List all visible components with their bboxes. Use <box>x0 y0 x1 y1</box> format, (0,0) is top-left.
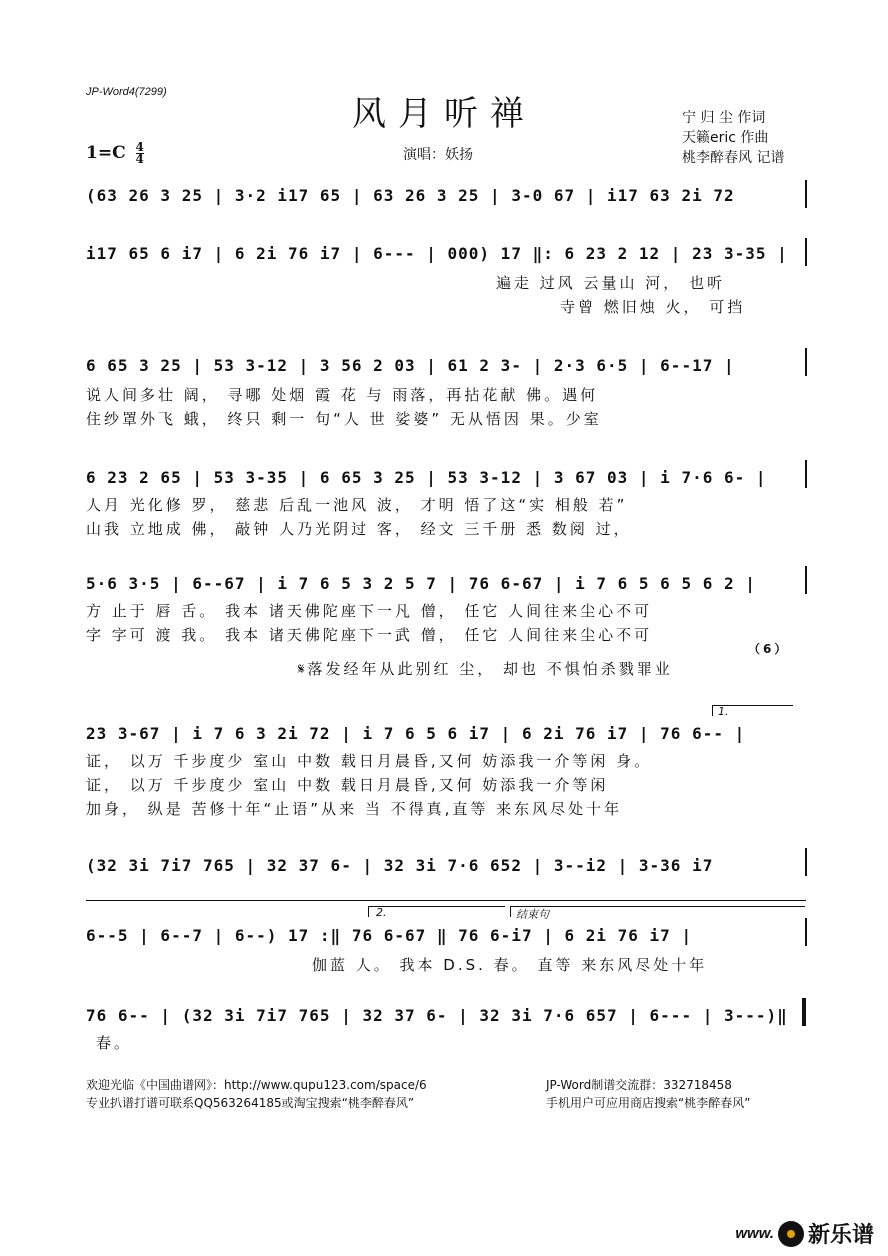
lyric-line: 加身， 纵是 苦修十年“止语”从来 当 不得真,直等 来东风尽处十年 <box>86 800 623 818</box>
staff-end-barline <box>805 180 807 208</box>
song-title: 风月听禅 <box>352 94 536 134</box>
lyric-line: 证， 以万 千步度少 室山 中数 载日月晨昏,又何 妨添我一介等闲 <box>86 776 609 794</box>
ending-label: 2. <box>376 906 387 919</box>
ending-bracket <box>368 906 505 917</box>
lyric-line: 字 字可 渡 我。 我本 诸天佛陀座下一武 僧， 任它 人间往来尘心不可 <box>86 626 653 644</box>
watermark-name: 新乐谱 <box>807 1223 874 1248</box>
time-signature <box>136 142 144 165</box>
lyric-line-segno: 𝄋落发经年从此别红 尘， 却也 不惧怕杀戮罪业 <box>298 660 673 678</box>
lyric-line: 说人间多壮 阔， 寻哪 处烟 霞 花 与 雨落，再拈花献 佛。遇何 <box>86 386 599 404</box>
final-barline <box>802 998 806 1026</box>
footer-left-1: 欢迎光临《中国曲谱网》：http://www.qupu123.com/space/6 <box>86 1078 427 1092</box>
key-label: 1=C <box>86 143 126 163</box>
singer: 演唱：妖扬 <box>403 147 473 163</box>
lyric-line: 住纱罩外飞 蛾， 终只 剩一 句“人 世 娑婆” 无从悟因 果。少室 <box>86 410 602 428</box>
footer-right-2: 手机用户可应用商店搜索“桃李醉春风” <box>546 1096 751 1110</box>
notation-line: 5·6 3·5 | 6--67 | i 7 6 5 3 2 5 7 | 76 6-67 | i 7 6 5 6 5 6 2 | <box>86 574 756 593</box>
notation-line: 6 65 3 25 | 53 3-12 | 3 56 2 03 | 61 2 3- | 2·3 6·5 | 6--17 | <box>86 356 735 375</box>
notation-line: (32 3i 7i7 765 | 32 37 6- | 32 3i 7·6 652 | 3--i2 | 3-36 i7 <box>86 856 714 875</box>
notation-line: 76 6-- | (32 3i 7i7 765 | 32 37 6- | 32 3i 7·6 657 | 6--- | 3---)‖ <box>86 1006 788 1025</box>
watermark-logo <box>735 1218 874 1249</box>
credits <box>682 108 784 168</box>
lyric-line: 山我 立地成 佛， 敲钟 人乃光阴过 客， 经文 三千册 悉 数阅 过， <box>86 520 632 538</box>
lyricist: 宁 归 尘 作词 <box>682 110 766 126</box>
staff-end-barline <box>805 348 807 376</box>
key-signature <box>86 142 144 165</box>
lyric-line: 伽蓝 人。 我本 D.S. 春。 直等 来东风尽处十年 <box>312 956 708 974</box>
transcriber: 桃李醉春风 记谱 <box>682 150 785 166</box>
notation-line: 23 3-67 | i 7 6 3 2i 72 | i 7 6 5 6 i7 | 6 2i 76 i7 | 76 6-- | <box>86 724 746 743</box>
watermark-url: www. <box>735 1225 774 1242</box>
alt-note: （6） <box>748 642 790 656</box>
system-rule <box>86 900 806 901</box>
staff-end-barline <box>805 460 807 488</box>
notation-line: 6 23 2 65 | 53 3-35 | 6 65 3 25 | 53 3-12 | 3 67 03 | i 7·6 6- | <box>86 468 767 487</box>
lyric-line: 遍走 过风 云量山 河， 也听 <box>496 274 726 292</box>
lyric-line: 人月 光化修 罗， 慈悲 后乱一池风 波， 才明 悟了这“实 相般 若” <box>86 496 628 514</box>
lyric-line: 方 止于 唇 舌。 我本 诸天佛陀座下一凡 僧， 任它 人间往来尘心不可 <box>86 602 653 620</box>
coda-label: 结束句 <box>516 908 549 921</box>
footer-right-1: JP-Word制谱交流群：332718458 <box>546 1078 732 1092</box>
staff-end-barline <box>805 566 807 594</box>
lyric-line: 证， 以万 千步度少 室山 中数 载日月晨昏,又何 妨添我一介等闲 身。 <box>86 752 653 770</box>
software-label: JP-Word4(7299) <box>86 86 167 98</box>
coda-bracket <box>510 906 805 917</box>
ending-label: 1. <box>718 705 729 718</box>
lyric-line: 春。 <box>96 1034 133 1052</box>
meter-top: 4 <box>135 140 144 154</box>
composer: 天籁eric 作曲 <box>682 130 769 146</box>
staff-end-barline <box>805 918 807 946</box>
notation-line: 6--5 | 6--7 | 6--) 17 :‖ 76 6-67 ‖ 76 6-i7 | 6 2i 76 i7 | <box>86 926 693 945</box>
vinyl-disc-icon <box>778 1221 804 1247</box>
staff-end-barline <box>805 238 807 266</box>
footer-left-2: 专业扒谱打谱可联系QQ563264185或淘宝搜索“桃李醉春风” <box>86 1096 415 1110</box>
notation-line: (63 26 3 25 | 3·2 i17 65 | 63 26 3 25 | 3-0 67 | i17 63 2i 72 <box>86 186 735 205</box>
lyric-line: 寺曾 燃旧烛 火， 可挡 <box>560 298 746 316</box>
staff-end-barline <box>805 848 807 876</box>
meter-bottom: 4 <box>135 152 144 166</box>
notation-line: i17 65 6 i7 | 6 2i 76 i7 | 6--- | 000) 17 ‖: 6 23 2 12 | 23 3-35 | <box>86 244 788 263</box>
